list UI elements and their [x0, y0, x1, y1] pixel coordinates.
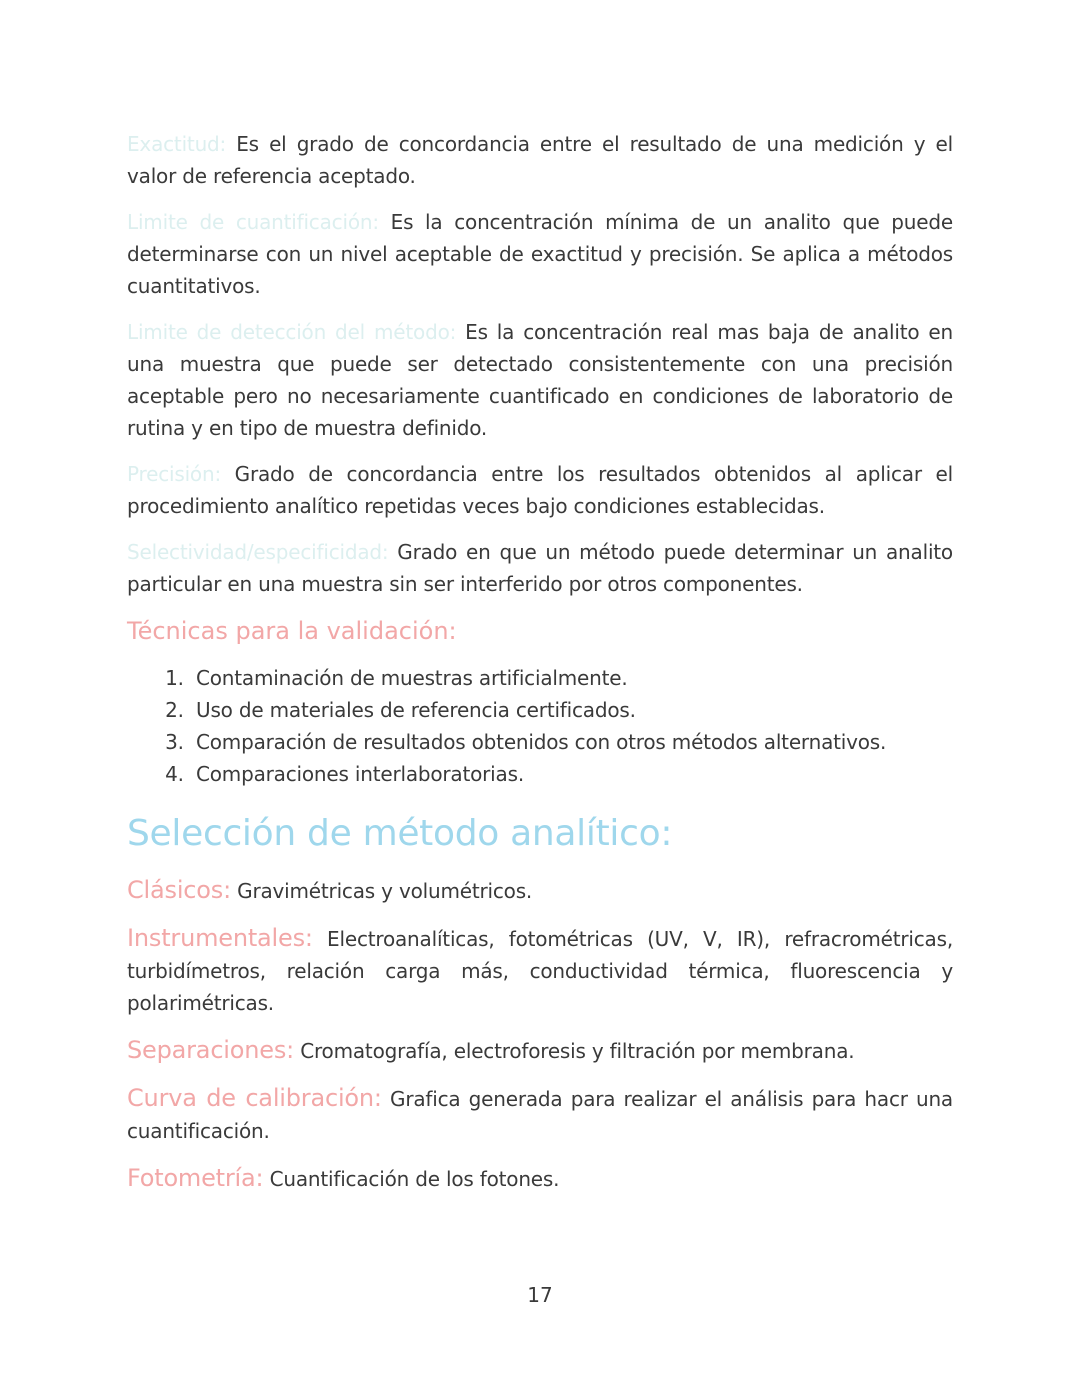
page-content — [127, 128, 953, 1210]
definition-selectividad — [127, 536, 953, 600]
definition-term: Limite de cuantificación: — [127, 210, 379, 234]
method-separaciones — [127, 1034, 953, 1067]
techniques-list — [127, 662, 953, 790]
definition-term: Precisión: — [127, 462, 221, 486]
techniques-heading: Técnicas para la validación: — [127, 617, 457, 645]
method-text: Gravimétricas y volumétricos. — [237, 879, 533, 903]
method-text: Cuantificación de los fotones. — [269, 1167, 560, 1191]
list-item: 4. Comparaciones interlaboratorias. — [190, 758, 953, 790]
definition-text: Grado de concordancia entre los resultados obtenidos al aplicar el procedimiento analítico repetidas veces bajo condiciones establecidas. — [127, 462, 953, 518]
method-term: Instrumentales: — [127, 924, 313, 952]
definition-limite-cuantificacion — [127, 206, 953, 302]
list-item: 3. Comparación de resultados obtenidos con otros métodos alternativos. — [190, 726, 953, 758]
method-fotometria — [127, 1162, 953, 1195]
definition-exactitud — [127, 128, 953, 192]
method-text: Electroanalíticas, fotométricas (UV, V, IR), refracrométricas, turbidímetros, relación carga más, conductividad térmica, fluorescencia y polarimétricas. — [127, 927, 953, 1015]
definition-term: Limite de detección del método: — [127, 320, 457, 344]
section-title: Selección de método analítico: — [127, 813, 673, 854]
definition-text: Es la concentración real mas baja de analito en una muestra que puede ser detectado consistentemente con una precisión aceptable pero no necesariamente cuantificado en condiciones de laboratorio de rutina y en tipo de muestra definido. — [127, 320, 953, 440]
method-text: Cromatografía, electroforesis y filtración por membrana. — [300, 1039, 855, 1063]
method-term: Clásicos: — [127, 876, 231, 904]
page-number: 17 — [527, 1283, 553, 1307]
definition-limite-deteccion — [127, 316, 953, 444]
method-term: Separaciones: — [127, 1036, 295, 1064]
definition-text: Es la concentración mínima de un analito que puede determinarse con un nivel aceptable de exactitud y precisión. Se aplica a métodos cuantitativos. — [127, 210, 953, 298]
method-curva-calibracion — [127, 1082, 953, 1147]
definition-text: Grado en que un método puede determinar un analito particular en una muestra sin ser interferido por otros componentes. — [127, 540, 953, 596]
definition-precision — [127, 458, 953, 522]
method-term: Curva de calibración: — [127, 1084, 382, 1112]
method-instrumentales — [127, 922, 953, 1019]
definition-text: Es el grado de concordancia entre el resultado de una medición y el valor de referencia aceptado. — [127, 132, 953, 188]
definition-term: Selectividad/especificidad: — [127, 540, 389, 564]
definition-term: Exactitud: — [127, 132, 227, 156]
list-item: 1. Contaminación de muestras artificialmente. — [190, 662, 953, 694]
list-item: 2. Uso de materiales de referencia certificados. — [190, 694, 953, 726]
method-term: Fotometría: — [127, 1164, 264, 1192]
method-clasicos — [127, 874, 953, 907]
method-text: Grafica generada para realizar el análisis para hacr una cuantificación. — [127, 1087, 953, 1143]
